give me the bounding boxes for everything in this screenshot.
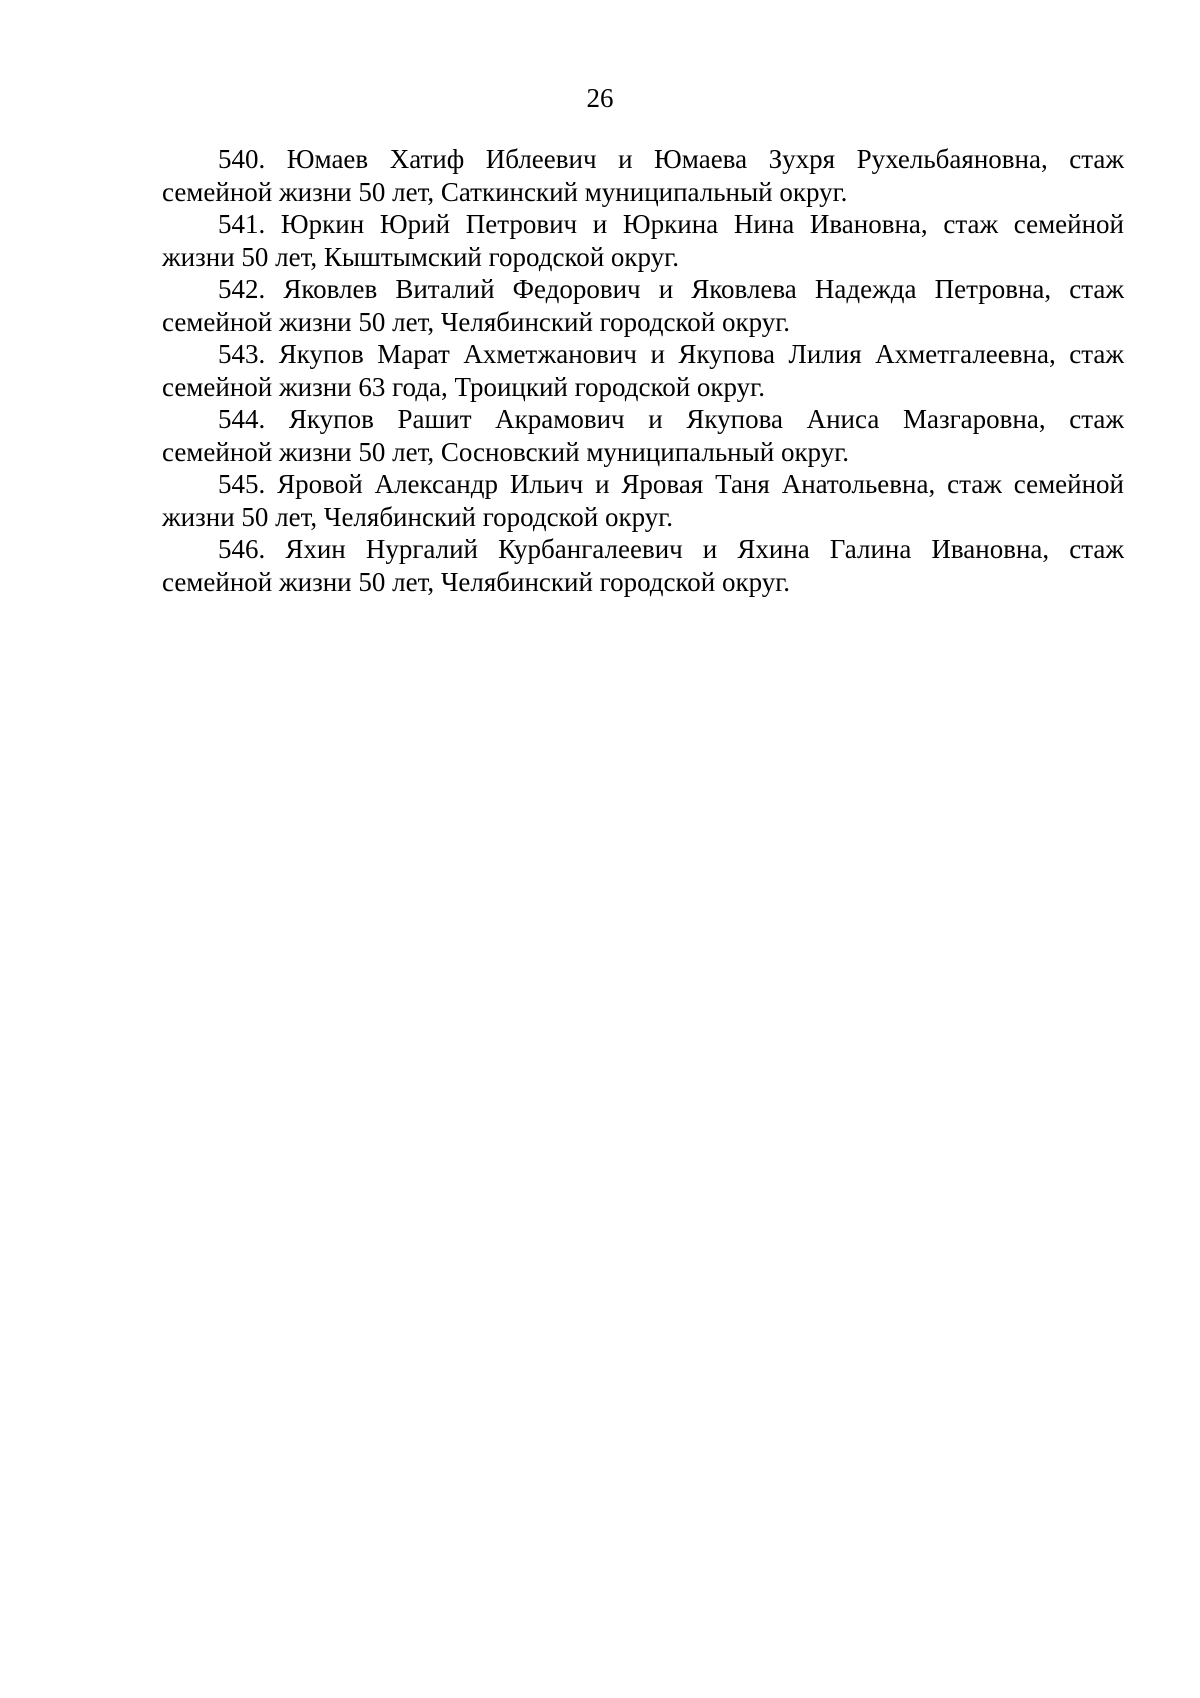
list-item <box>162 468 1124 533</box>
list-item-line: семейной жизни 50 лет, Челябинский городской округ. <box>162 306 791 337</box>
list-item-line: семейной жизни 50 лет, Челябинский городской округ. <box>162 566 791 597</box>
list-item-line: семейной жизни 63 года, Троицкий городской округ. <box>162 371 765 402</box>
list-item-line: 541. Юркин Юрий Петрович и Юркина Нина Ивановна, стаж семейной <box>218 209 1124 239</box>
list-item-line: 545. Яровой Александр Ильич и Яровая Таня Анатольевна, стаж семейной <box>218 469 1124 499</box>
list-item-line: 544. Якупов Рашит Акрамович и Якупова Аниса Мазгаровна, стаж <box>218 404 1124 434</box>
list-item <box>162 208 1124 273</box>
list-item-line: жизни 50 лет, Челябинский городской округ. <box>162 501 674 532</box>
list-item-line: семейной жизни 50 лет, Саткинский муниципальный округ. <box>162 176 848 207</box>
list-item <box>162 533 1124 598</box>
list-item-line: 542. Яковлев Виталий Федорович и Яковлева Надежда Петровна, стаж <box>218 274 1124 304</box>
list-item-line: 540. Юмаев Хатиф Иблеевич и Юмаева Зухря Рухельбаяновна, стаж <box>218 144 1124 174</box>
list-item-line: семейной жизни 50 лет, Сосновский муниципальный округ. <box>162 436 849 467</box>
list-item <box>162 273 1124 338</box>
list-item-line: 543. Якупов Марат Ахметжанович и Якупова Лилия Ахметгалеевна, стаж <box>218 339 1124 369</box>
list-item-line: 546. Яхин Нургалий Курбангалеевич и Яхина Галина Ивановна, стаж <box>218 534 1124 564</box>
page-number: 26 <box>586 83 614 113</box>
list-item-line: жизни 50 лет, Кыштымский городской округ. <box>162 241 679 272</box>
list-item <box>162 403 1124 468</box>
award-list <box>162 143 1124 598</box>
list-item <box>162 338 1124 403</box>
list-item <box>162 143 1124 208</box>
